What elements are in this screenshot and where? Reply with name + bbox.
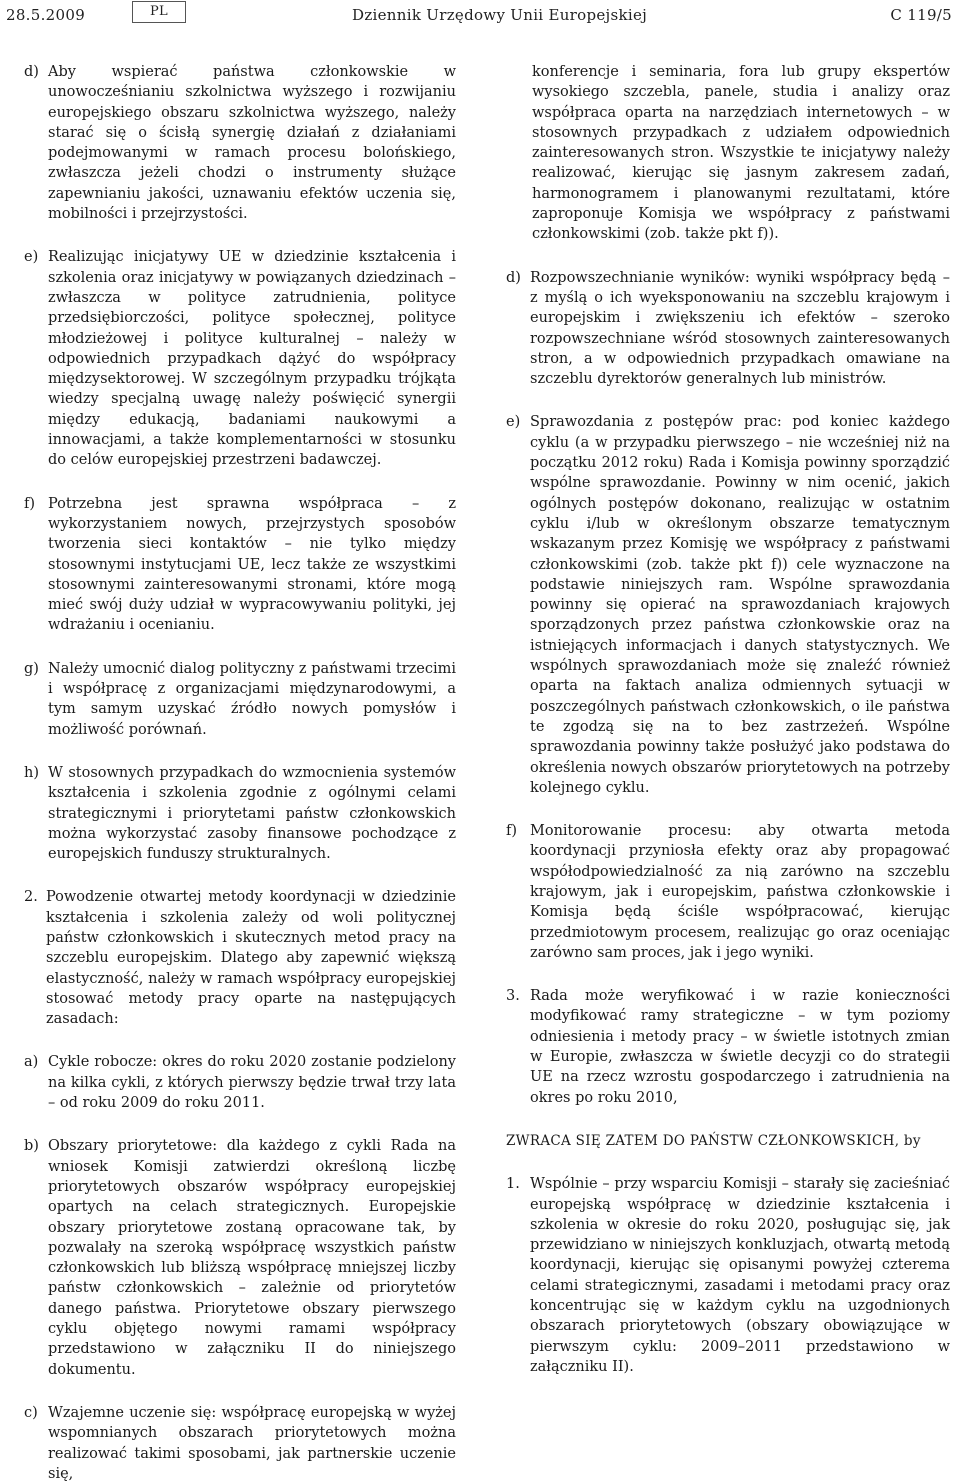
item-text: Aby wspierać państwa członkowskie w unowocześnianiu szkolnictwa wyższego i rozwijaniu europejskiego obszaru szkolnictwa wyższego, należy starać się o ścisłą synergię działań z działaniami podejmowanymi w ramach procesu bolońskiego, zwłaszcza jeżeli chodzi o instrumenty służące zapewnianiu jakości, uznawaniu efektów uczenia się, mobilności i przejrzystości. xyxy=(48,64,456,223)
item-number: d) xyxy=(506,269,521,286)
item-text: Wspólnie – przy wsparciu Komisji – starały się zacieśniać europejską współpracę w dziedzinie kształcenia i szkolenia w okresie do roku 2020, posługując się, jak przewidziano w niniejszych konkluzjach, otwartą metodą koordynacji, kierując się opisanymi powyżej czterema celami strategicznymi, zasadami i metodami pracy oraz koncentrując się w każdym cyklu na uzgodnionych obszarach priorytetowych (obszary obowiązujące w pierwszym cyklu: 2009–2011 przedstawiono w załączniku II). xyxy=(530,1176,950,1375)
point-c-mutual-learning xyxy=(24,1403,456,1484)
section-2 xyxy=(24,887,456,1029)
language-badge: PL xyxy=(132,1,186,23)
point-f-monitoring xyxy=(506,821,950,963)
section-3 xyxy=(506,986,950,1108)
item-number: h) xyxy=(24,764,39,781)
item-text: W stosownych przypadkach do wzmocnienia systemów kształcenia i szkolenia zgodnie z ogólnymi celami strategicznymi i priorytetami państw członkowskich można wykorzystać zasoby finansowe pochodzące z europejskich funduszy strukturalnych. xyxy=(48,764,456,863)
item-number: 2. xyxy=(24,889,38,906)
item-text: Cykle robocze: okres do roku 2020 zostanie podzielony na kilka cykli, z których pierwszy będzie trwał trzy lata – od roku 2009 do roku 2011. xyxy=(48,1054,456,1112)
point-f xyxy=(24,494,456,636)
journal-title: Dziennik Urzędowy Unii Europejskiej xyxy=(352,6,648,24)
item-number: g) xyxy=(24,660,39,677)
point-h xyxy=(24,763,456,864)
item-text: Monitorowanie procesu: aby otwarta metoda koordynacji przyniosła efekty oraz aby propagować współodpowiedzialność za nią zarówno na szczeblu krajowym, jak i europejskim, państwa członkowskie i Komisja będą ściśle współpracować, kierując przedmiotowym procesem, realizując go oraz oceniając zarówno sam proces, jak i jego wyniki. xyxy=(530,823,950,961)
item-number: f) xyxy=(506,823,518,840)
item-text: Potrzebna jest sprawna współpraca – z wykorzystaniem nowych, przejrzystych sposobów tworzenia sieci kontaktów – nie tylko między stosownymi instytucjami UE, lecz także ze wszystkimi stosownymi zainteresowanymi stronami, które mogą mieć swój duży udział w wypracowywaniu polityki, jej wdrażaniu i ocenianiu. xyxy=(48,495,456,634)
page-reference: C 119/5 xyxy=(890,6,952,24)
item-number: d) xyxy=(24,64,39,80)
item-number: c) xyxy=(24,1404,38,1421)
point-e-progress-reports xyxy=(506,412,950,798)
page-header xyxy=(0,0,960,40)
item-text: Powodzenie otwartej metody koordynacji w dziedzinie kształcenia i szkolenia zależy od woli politycznej państw członkowskich i skutecznych metod pracy na szczeblu europejskim. Dlatego aby zapewnić większą elastyczność, należy w ramach współpracy europejskiej stosować metody pracy oparte na następujących zasadach: xyxy=(46,889,456,1028)
call-heading: ZWRACA SIĘ ZATEM DO PAŃSTW CZŁONKOWSKICH, by xyxy=(506,1132,921,1149)
point-d-dissemination xyxy=(506,268,950,390)
item-number: a) xyxy=(24,1054,39,1071)
item-text: Rozpowszechnianie wyników: wyniki współpracy będą – z myślą o ich wyeksponowaniu na szczeblu krajowym i europejskim i zwiększeniu ich efektów – szeroko rozpowszechniane wśród stosownych zainteresowanych stron, a w odpowiednich przypadkach omawiane na szczeblu dyrektorów generalnych lub ministrów. xyxy=(530,269,950,388)
point-b-priority-areas xyxy=(24,1136,456,1380)
item-text: Realizując inicjatywy UE w dziedzinie kształcenia i szkolenia oraz inicjatywy w powiązanych dziedzinach – zwłaszcza w polityce zatrudnienia, polityce przedsiębiorczości, polityce społecznej, polityce młodzieżowej i polityce kulturalnej – należy w odpowiednich przypadkach dążyć do współpracy międzysektorowej. W szczególnym przypadku trójkąta wiedzy specjalną uwagę należy poświęcić synergii między edukacją, badaniami naukowymi a innowacjami, a także komplementarności w stosunku do celów europejskiej przestrzeni badawczej. xyxy=(48,249,456,469)
call-item-1 xyxy=(506,1174,950,1377)
point-e xyxy=(24,247,456,470)
continuation-text: konferencje i seminaria, fora lub grupy ekspertów wysokiego szczebla, panele, studia i analizy oraz współpraca oparta na narzędziach internetowych – w stosownych przypadkach z udziałem odpowiednich zainteresowanych stron. Wszystkie te inicjatywy należy realizować, kierując się jasnym zakresem zadań, harmonogramem i planowanymi rezultatami, które zaproponuje Komisja we współpracy z państwami członkowskimi (zob. także pkt f)). xyxy=(532,64,950,243)
item-text: Obszary priorytetowe: dla każdego z cykli Rada na wniosek Komisji zatwierdzi określoną liczbę priorytetowych obszarów współpracy europejskiej opartych na celach strategicznych. Europejskie obszary priorytetowe zostaną opracowane tak, by pozwalały na szeroką współpracę wszystkich państw członkowskich lub bliższą współpracę mniejszej liczby państw członkowskich – zależnie od priorytetów danego państwa. Priorytetowe obszary pierwszego cyklu objętego nowymi ramami współpracy przedstawiono w załączniku II do niniejszego dokumentu. xyxy=(48,1138,456,1378)
publication-date: 28.5.2009 xyxy=(6,6,86,24)
item-number: 1. xyxy=(506,1176,520,1193)
point-g xyxy=(24,659,456,740)
item-number: e) xyxy=(24,249,39,266)
point-d xyxy=(24,62,456,224)
item-number: 3. xyxy=(506,988,520,1005)
item-text: Należy umocnić dialog polityczny z państwami trzecimi i współpracę z organizacjami międzynarodowymi, a tym samym uzyskać źródło nowych pomysłów i możliwość porównań. xyxy=(48,660,456,738)
item-text: Sprawozdania z postępów prac: pod koniec każdego cyklu (a w przypadku pierwszego – nie wcześniej niż na początku 2012 roku) Rada i Komisja powinny sporządzić wspólne sprawozdanie. Powinny w nim ocenić, jakich ogólnych postępów dokonano, realizując w ostatnim cyklu i/lub w określonym obszarze tematycznym wskazanym przez Komisję we współpracy z państwami członkowskimi (zob. także pkt f)) cele wyznaczone na podstawie niniejszych ram. Wspólne sprawozdania powinny się opierać na sprawozdaniach krajowych sporządzonych przez państwa członkowskie oraz na istniejących informacjach i danych statystycznych. We wspólnych sprawozdaniach może się znaleźć również oparta na faktach analiza odmiennych sytuacji w poszczególnych państwach członkowskich, o ile państwa te zgodzą się na to bez zastrzeżeń. Wspólne sprawozdania powinny także posłużyć jako podstawa do określenia nowych obszarów priorytetowych na potrzeby kolejnego cyklu. xyxy=(530,414,950,796)
point-a-work-cycles xyxy=(24,1052,456,1113)
item-text: Rada może weryfikować i w razie konieczności modyfikować ramy strategiczne – w tym poziomy odniesienia i metody pracy – w świetle istotnych zmian w Europie, zwłaszcza w świetle decyzji co do strategii UE na rzecz wzrostu gospodarczego i zatrudnienia na okres po roku 2010, xyxy=(530,988,950,1106)
item-number: b) xyxy=(24,1138,39,1155)
right-column xyxy=(506,62,950,1377)
item-number: e) xyxy=(506,414,521,431)
item-text: Wzajemne uczenie się: współpracę europejską w wyżej wspomnianych obszarach priorytetowych można realizować takimi sposobami, jak partnerskie uczenie się, xyxy=(48,1404,456,1482)
item-number: f) xyxy=(24,495,36,512)
left-column xyxy=(24,62,456,1484)
